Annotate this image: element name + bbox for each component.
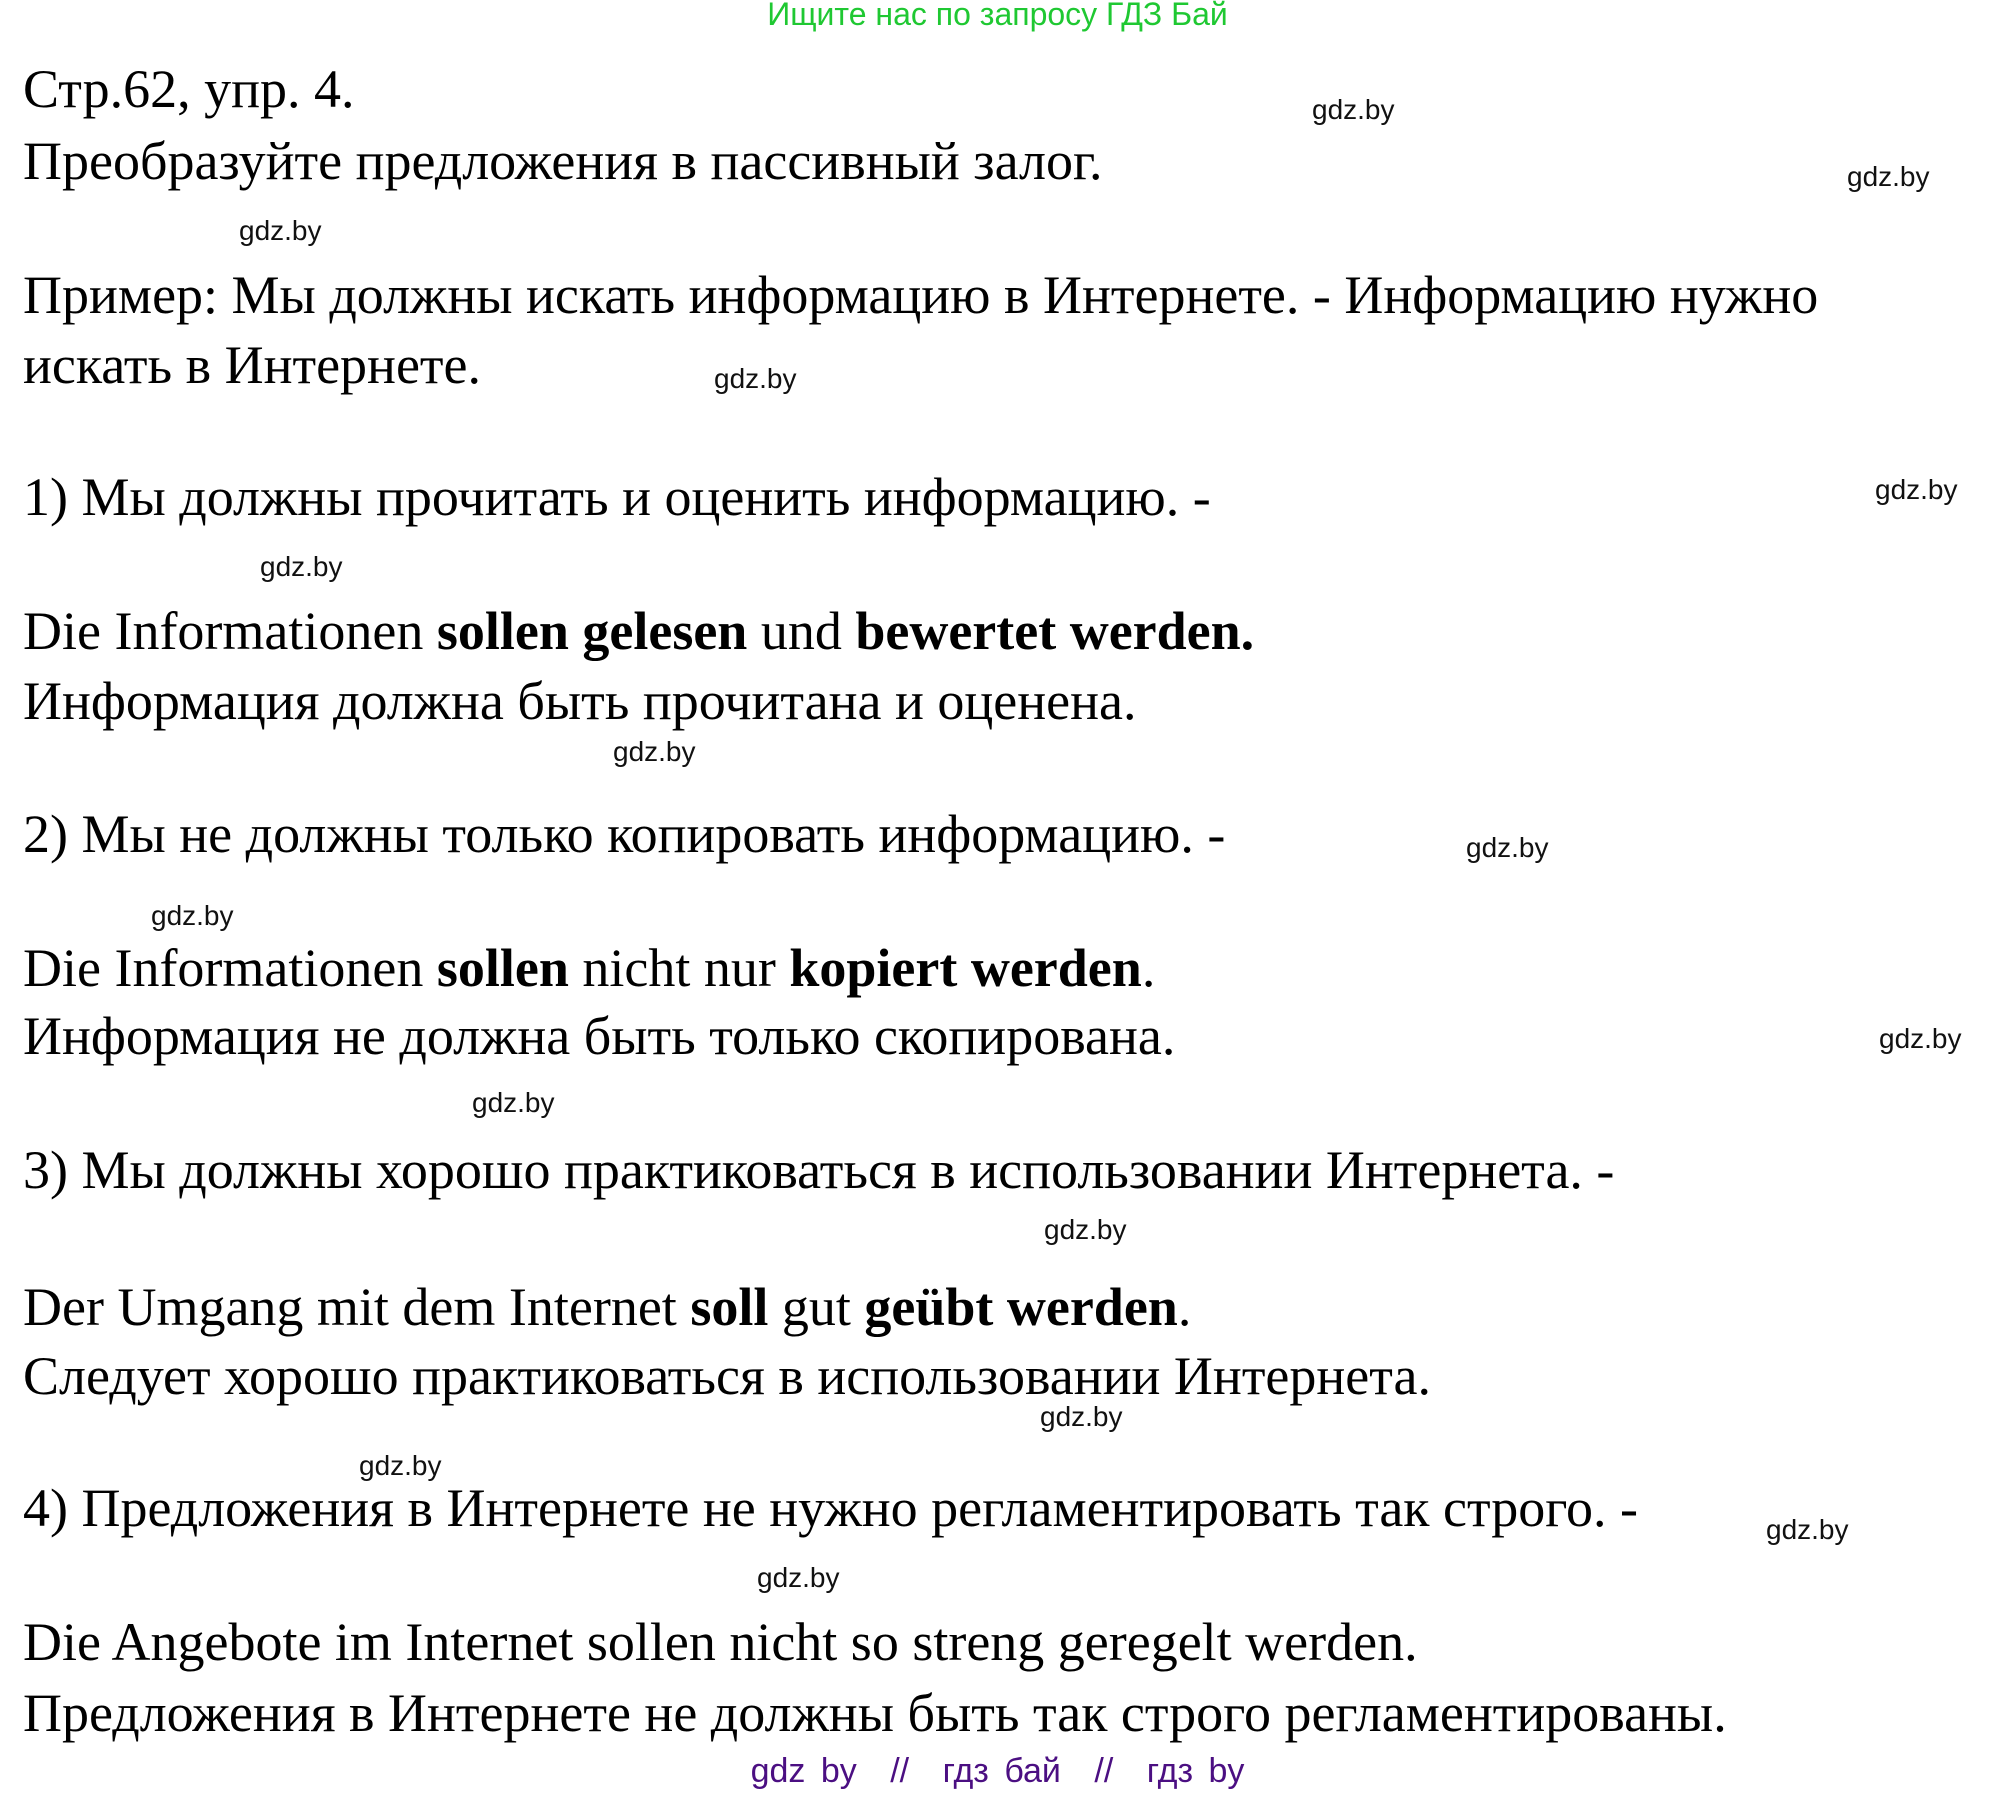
answer-bold-text: geübt werden: [864, 1277, 1178, 1337]
watermark: gdz.by: [613, 736, 696, 767]
answer-text: gut: [768, 1277, 865, 1337]
watermark: gdz.by: [1040, 1401, 1123, 1432]
footer-separator: //: [1094, 1752, 1114, 1790]
example-line-1: Пример: Мы должны искать информацию в Интернете. - Информацию нужно: [23, 265, 1819, 325]
footer-link-gdz-bai[interactable]: гдз бай: [942, 1752, 1061, 1790]
exercise-reference: Стр.62, упр. 4.: [23, 59, 355, 119]
watermark: gdz.by: [1466, 832, 1549, 863]
item-4-translation: Предложения в Интернете не должны быть так строго регламентированы.: [23, 1683, 1727, 1743]
example-line-2: искать в Интернете.: [23, 335, 481, 395]
item-4-prompt: 4) Предложения в Интернете не нужно регламентировать так строго. -: [23, 1478, 1639, 1538]
item-3-answer: [23, 1276, 1191, 1338]
footer-link-gdz-by-cyr[interactable]: гдз by: [1146, 1752, 1245, 1790]
search-hint-banner: Ищите нас по запросу ГДЗ Бай: [767, 0, 1228, 32]
answer-text: und: [747, 601, 856, 661]
watermark: gdz.by: [1312, 94, 1395, 125]
watermark: gdz.by: [1875, 474, 1958, 505]
answer-text: Die Informationen: [23, 938, 437, 998]
answer-bold-text: sollen gelesen: [436, 601, 748, 661]
item-3-prompt: 3) Мы должны хорошо практиковаться в использовании Интернета. -: [23, 1140, 1615, 1200]
watermark: gdz.by: [239, 215, 322, 246]
watermark: gdz.by: [260, 551, 343, 582]
item-2-translation: Информация не должна быть только скопирована.: [23, 1006, 1176, 1066]
item-3-translation: Следует хорошо практиковаться в использовании Интернета.: [23, 1346, 1431, 1406]
footer-link-gdz-by[interactable]: gdz by: [750, 1752, 857, 1790]
watermark: gdz.by: [1044, 1214, 1127, 1245]
item-2-answer: [23, 937, 1155, 999]
answer-text: .: [1141, 938, 1156, 998]
answer-bold-text: soll: [690, 1277, 769, 1337]
item-1-prompt: 1) Мы должны прочитать и оценить информацию. -: [23, 467, 1211, 527]
item-2-prompt: 2) Мы не должны только копировать информацию. -: [23, 804, 1226, 864]
answer-bold-text: kopiert werden: [789, 938, 1142, 998]
answer-text: .: [1177, 1277, 1192, 1337]
answer-bold-text: bewertet werden.: [855, 601, 1255, 661]
footer-separator: //: [890, 1752, 910, 1790]
item-1-translation: Информация должна быть прочитана и оценена.: [23, 671, 1137, 731]
watermark: gdz.by: [472, 1087, 555, 1118]
watermark: gdz.by: [1879, 1023, 1962, 1054]
answer-bold-text: sollen: [436, 938, 569, 998]
watermark: gdz.by: [151, 900, 234, 931]
answer-text: Die Angebote im Internet sollen nicht so streng geregelt werden.: [23, 1612, 1418, 1672]
item-4-answer: [23, 1611, 1418, 1673]
watermark: gdz.by: [1847, 161, 1930, 192]
answer-text: Die Informationen: [23, 601, 437, 661]
watermark: gdz.by: [359, 1450, 442, 1481]
item-1-answer: [23, 600, 1254, 662]
exercise-instruction: Преобразуйте предложения в пассивный залог.: [23, 131, 1103, 191]
answer-text: Der Umgang mit dem Internet: [23, 1277, 691, 1337]
watermark: gdz.by: [1766, 1514, 1849, 1545]
watermark: gdz.by: [714, 363, 797, 394]
footer-site-links: [0, 1752, 1995, 1791]
watermark: gdz.by: [757, 1562, 840, 1593]
answer-text: nicht nur: [568, 938, 790, 998]
